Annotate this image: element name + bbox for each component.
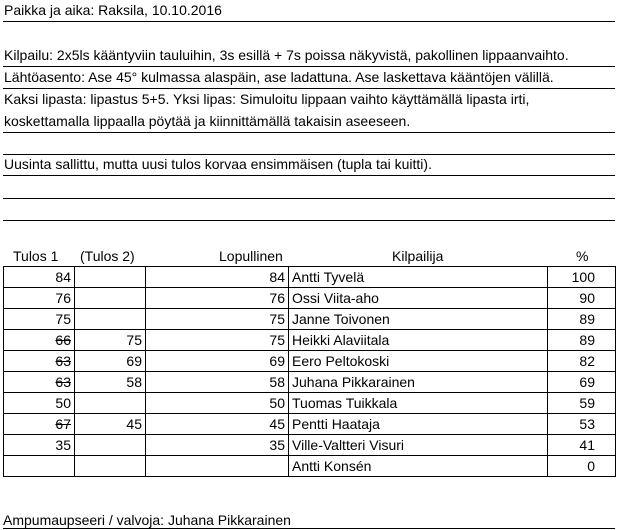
lopullinen-cell bbox=[146, 288, 289, 309]
lopullinen-cell-value: 75 bbox=[269, 332, 285, 348]
kilpailija-cell bbox=[289, 267, 548, 288]
tulos2-cell bbox=[75, 456, 146, 477]
kilpailija-cell-value: Pentti Haataja bbox=[292, 416, 380, 432]
tulos1-cell bbox=[4, 414, 75, 435]
percent-cell bbox=[548, 267, 616, 288]
table-row bbox=[4, 330, 616, 351]
lopullinen-cell-value: 50 bbox=[269, 395, 285, 411]
percent-cell bbox=[548, 435, 616, 456]
tulos2-cell bbox=[75, 372, 146, 393]
kilpailija-cell bbox=[289, 456, 548, 477]
table-row bbox=[4, 372, 616, 393]
lopullinen-cell-value: 69 bbox=[269, 353, 285, 369]
percent-cell-value: 41 bbox=[579, 437, 595, 453]
tulos2-cell bbox=[75, 330, 146, 351]
kilpailija-cell-value: Tuomas Tuikkala bbox=[292, 395, 398, 411]
kilpailija-cell bbox=[289, 309, 548, 330]
rule-lipas-text-2: koskettamalla lippaalla pöytää ja kiinnittämällä takaisin aseeseen. bbox=[4, 113, 411, 129]
rule-lipas-text-1: Kaksi lipasta: lipastus 5+5. Yksi lipas: Simuloitu lippaan vaihto käyttämällä lipasta irti, bbox=[4, 91, 530, 107]
table-row bbox=[4, 435, 616, 456]
percent-cell-value: 90 bbox=[579, 290, 595, 306]
kilpailija-cell bbox=[289, 414, 548, 435]
percent-cell bbox=[548, 288, 616, 309]
kilpailija-cell-value: Heikki Alaviitala bbox=[292, 332, 390, 348]
header-lopullinen: Lopullinen bbox=[219, 248, 283, 264]
tulos2-cell bbox=[75, 288, 146, 309]
rule-lipas-line-1 bbox=[3, 89, 615, 111]
rule-kilpailu-line bbox=[3, 45, 615, 67]
lopullinen-cell bbox=[146, 330, 289, 351]
percent-cell-value: 0 bbox=[587, 458, 595, 474]
footer-line bbox=[3, 510, 615, 529]
lopullinen-cell bbox=[146, 267, 289, 288]
header-percent: % bbox=[576, 248, 589, 264]
lopullinen-cell-value: 84 bbox=[269, 269, 285, 285]
tulos1-cell-value: 76 bbox=[55, 290, 71, 306]
kilpailija-cell bbox=[289, 435, 548, 456]
tulos1-cell-value: 67 bbox=[55, 416, 71, 432]
kilpailija-cell-value: Antti Tyvelä bbox=[292, 269, 365, 285]
percent-cell-value: 89 bbox=[579, 332, 595, 348]
lopullinen-cell bbox=[146, 414, 289, 435]
tulos1-cell-value: 84 bbox=[55, 269, 71, 285]
tulos2-cell-value: 69 bbox=[126, 353, 142, 369]
tulos2-cell bbox=[75, 309, 146, 330]
tulos2-cell bbox=[75, 393, 146, 414]
tulos2-cell-value: 45 bbox=[126, 416, 142, 432]
tulos1-cell-value: 66 bbox=[55, 332, 71, 348]
percent-cell-value: 89 bbox=[579, 311, 595, 327]
results-body bbox=[4, 267, 616, 477]
table-row bbox=[4, 351, 616, 372]
tulos1-cell bbox=[4, 456, 75, 477]
kilpailija-cell-value: Ossi Viita-aho bbox=[292, 290, 379, 306]
lopullinen-cell-value: 75 bbox=[269, 311, 285, 327]
tulos1-cell bbox=[4, 267, 75, 288]
percent-cell-value: 100 bbox=[571, 269, 595, 285]
percent-cell-value: 59 bbox=[579, 395, 595, 411]
tulos2-cell bbox=[75, 351, 146, 372]
kilpailija-cell bbox=[289, 351, 548, 372]
tulos1-cell bbox=[4, 351, 75, 372]
percent-cell bbox=[548, 393, 616, 414]
rule-kilpailu-text: Kilpailu: 2x5ls kääntyviin tauluihin, 3s esillä + 7s poissa näkyvistä, pakollinen lippaanvaihto. bbox=[4, 47, 569, 63]
percent-cell bbox=[548, 309, 616, 330]
kilpailija-cell-value: Juhana Pikkarainen bbox=[292, 374, 415, 390]
tulos2-cell bbox=[75, 435, 146, 456]
lopullinen-cell bbox=[146, 393, 289, 414]
footer-text: Ampumaupseeri / valvoja: Juhana Pikkarainen bbox=[3, 512, 291, 528]
place-time-text: Paikka ja aika: Raksila, 10.10.2016 bbox=[4, 2, 222, 18]
tulos1-cell bbox=[4, 435, 75, 456]
kilpailija-cell-value: Antti Konsén bbox=[292, 458, 372, 474]
percent-cell bbox=[548, 330, 616, 351]
lopullinen-cell-value: 45 bbox=[269, 416, 285, 432]
results-table bbox=[3, 266, 616, 477]
kilpailija-cell bbox=[289, 330, 548, 351]
tulos2-cell-value: 58 bbox=[126, 374, 142, 390]
tulos1-cell bbox=[4, 372, 75, 393]
percent-cell bbox=[548, 456, 616, 477]
tulos1-cell-value: 50 bbox=[55, 395, 71, 411]
kilpailija-cell-value: Janne Toivonen bbox=[292, 311, 390, 327]
header-tulos1: Tulos 1 bbox=[13, 248, 59, 264]
lopullinen-cell-value: 58 bbox=[269, 374, 285, 390]
lopullinen-cell bbox=[146, 309, 289, 330]
kilpailija-cell-value: Eero Peltokoski bbox=[292, 353, 390, 369]
tulos1-cell-value: 63 bbox=[55, 374, 71, 390]
header-tulos2: (Tulos 2) bbox=[80, 248, 135, 264]
table-row bbox=[4, 393, 616, 414]
lopullinen-cell bbox=[146, 351, 289, 372]
lopullinen-cell bbox=[146, 372, 289, 393]
table-row bbox=[4, 456, 616, 477]
lopullinen-cell bbox=[146, 435, 289, 456]
tulos1-cell bbox=[4, 393, 75, 414]
percent-cell bbox=[548, 372, 616, 393]
percent-cell-value: 82 bbox=[579, 353, 595, 369]
tulos1-cell-value: 35 bbox=[55, 437, 71, 453]
blank-line-2 bbox=[3, 198, 615, 199]
rule-lahtoasento-text: Lähtöasento: Ase 45° kulmassa alaspäin, ase ladattuna. Ase laskettava kääntöjen välillä. bbox=[4, 69, 554, 85]
table-row bbox=[4, 288, 616, 309]
kilpailija-cell bbox=[289, 393, 548, 414]
rule-uusinta-line bbox=[3, 154, 615, 176]
percent-cell bbox=[548, 351, 616, 372]
kilpailija-cell bbox=[289, 372, 548, 393]
header-kilpailija: Kilpailija bbox=[392, 248, 444, 264]
tulos1-cell-value: 63 bbox=[55, 353, 71, 369]
kilpailija-cell bbox=[289, 288, 548, 309]
percent-cell bbox=[548, 414, 616, 435]
table-row bbox=[4, 267, 616, 288]
rule-lahtoasento-line bbox=[3, 67, 615, 89]
tulos1-cell bbox=[4, 288, 75, 309]
percent-cell-value: 53 bbox=[579, 416, 595, 432]
kilpailija-cell-value: Ville-Valtteri Visuri bbox=[292, 437, 405, 453]
blank-line-3 bbox=[3, 220, 615, 221]
percent-cell-value: 69 bbox=[579, 374, 595, 390]
table-row bbox=[4, 414, 616, 435]
tulos1-cell-value: 75 bbox=[55, 311, 71, 327]
lopullinen-cell bbox=[146, 456, 289, 477]
lopullinen-cell-value: 76 bbox=[269, 290, 285, 306]
tulos1-cell bbox=[4, 309, 75, 330]
rule-uusinta-text: Uusinta sallittu, mutta uusi tulos korvaa ensimmäisen (tupla tai kuitti). bbox=[4, 156, 432, 172]
place-time-line bbox=[3, 0, 615, 22]
table-row bbox=[4, 309, 616, 330]
lopullinen-cell-value: 35 bbox=[269, 437, 285, 453]
tulos2-cell bbox=[75, 414, 146, 435]
tulos2-cell-value: 75 bbox=[126, 332, 142, 348]
tulos1-cell bbox=[4, 330, 75, 351]
rule-lipas-line-2 bbox=[3, 111, 615, 133]
tulos2-cell bbox=[75, 267, 146, 288]
